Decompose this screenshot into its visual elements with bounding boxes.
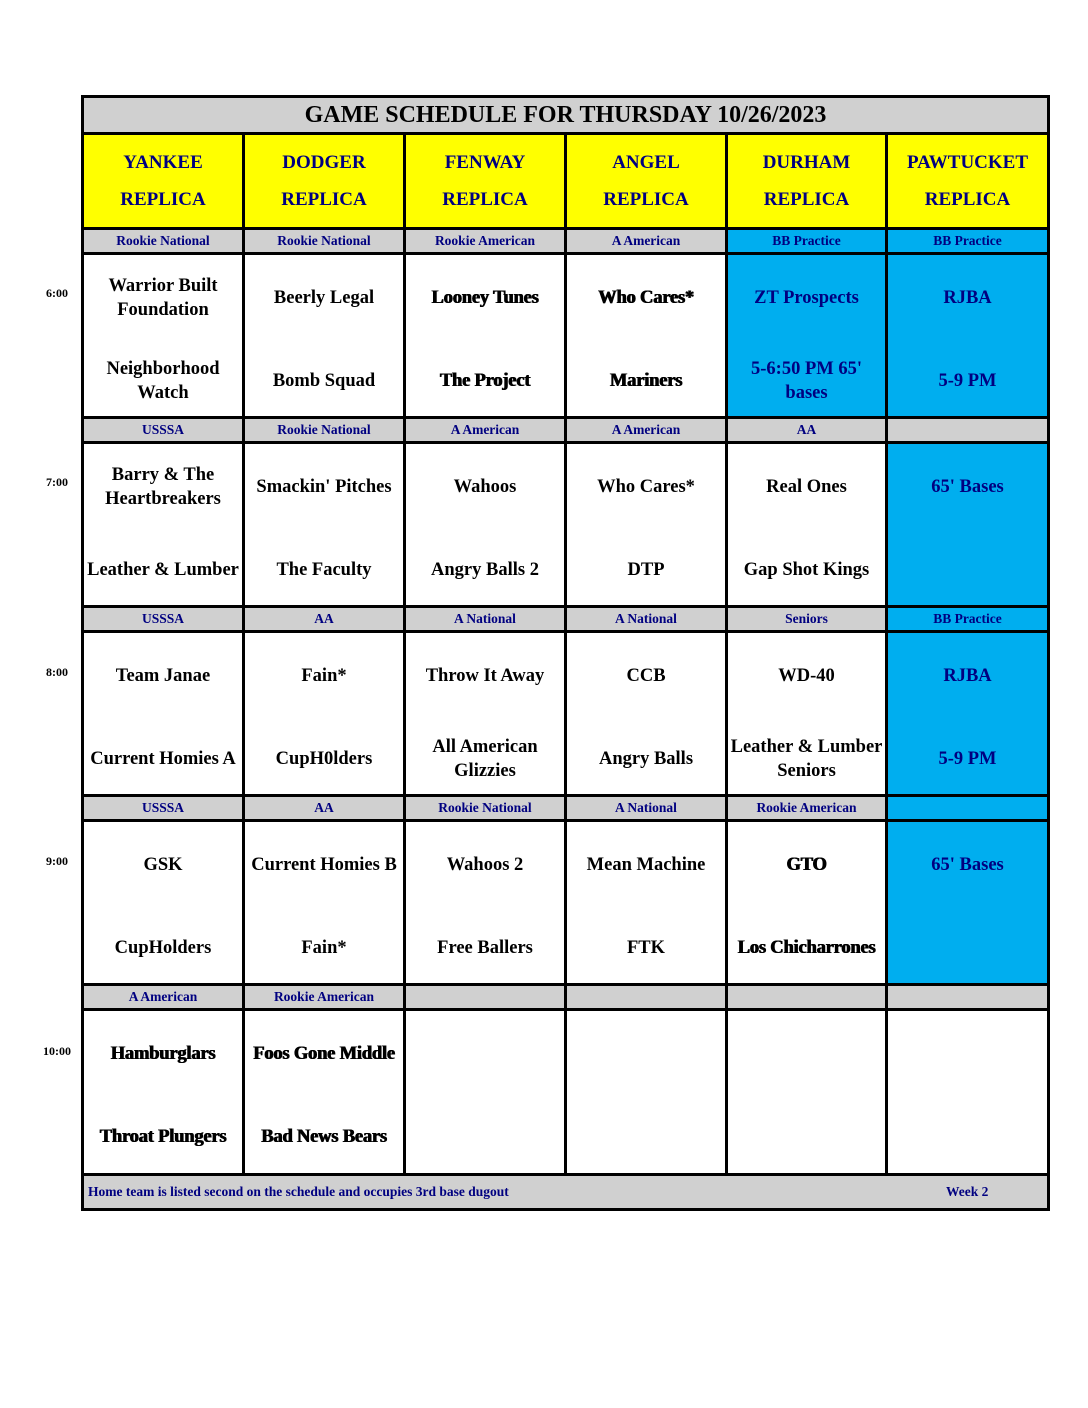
practice-time	[890, 921, 1045, 975]
practice-team: ZT Prospects	[754, 288, 859, 308]
game-cell	[728, 633, 888, 797]
home-team: Fain*	[301, 938, 347, 958]
home-team: DTP	[627, 560, 665, 580]
away-team: Foos Gone Middle	[253, 1044, 395, 1064]
away-team: Smackin' Pitches	[256, 477, 392, 497]
practice-cell	[888, 255, 1047, 419]
division-label: Rookie National	[245, 419, 406, 441]
schedule-table	[81, 95, 1050, 1211]
home-team: Gap Shot Kings	[743, 560, 870, 580]
home-team: Angry Balls 2	[431, 560, 539, 580]
field-name: DURHAM	[762, 152, 851, 173]
game-cell	[406, 255, 567, 419]
home-team	[408, 1110, 562, 1164]
division-label: Rookie National	[84, 230, 245, 252]
away-team: Team Janae	[115, 666, 211, 686]
division-label	[406, 986, 567, 1008]
away-team: Fain*	[301, 666, 347, 686]
game-cell	[567, 255, 728, 419]
division-row	[84, 605, 1047, 633]
away-team: Real Ones	[766, 477, 847, 497]
practice-cell	[888, 633, 1047, 797]
field-header-row	[84, 135, 1047, 227]
home-team	[890, 1110, 1045, 1164]
division-label: A American	[567, 230, 728, 252]
division-label	[888, 419, 1047, 441]
schedule-footer	[84, 1173, 1047, 1208]
practice-team: 65' Bases	[931, 477, 1004, 497]
division-label: BB Practice	[888, 608, 1047, 630]
away-team: GSK	[143, 855, 183, 875]
division-label: AA	[728, 419, 888, 441]
division-label: Rookie American	[406, 230, 567, 252]
time-label: 10:00	[43, 1044, 71, 1058]
division-label: Rookie American	[245, 986, 406, 1008]
division-label: A American	[567, 419, 728, 441]
home-team: CupH0lders	[275, 749, 373, 769]
division-label: BB Practice	[728, 230, 888, 252]
game-row	[84, 633, 1047, 797]
field-subname: REPLICA	[763, 189, 850, 210]
game-row	[84, 1011, 1047, 1175]
away-team: Mean Machine	[586, 855, 706, 875]
field-subname: REPLICA	[120, 189, 206, 210]
home-team: Angry Balls	[598, 749, 694, 769]
division-label: Rookie National	[406, 797, 567, 819]
practice-cell	[888, 822, 1047, 986]
home-team: Bomb Squad	[272, 371, 376, 391]
field-subname: REPLICA	[603, 189, 689, 210]
away-team: GTO	[786, 855, 827, 875]
practice-time	[890, 543, 1045, 597]
away-team	[569, 1027, 723, 1081]
week-label: Week 2	[946, 1184, 989, 1199]
field-name: DODGER	[282, 152, 366, 173]
game-cell	[567, 633, 728, 797]
away-team: Wahoos	[453, 477, 517, 497]
home-team: The Faculty	[276, 560, 372, 580]
field-name: ANGEL	[612, 152, 680, 173]
game-cell	[84, 1011, 245, 1175]
field-name: FENWAY	[444, 152, 526, 173]
away-team: Throw It Away	[425, 666, 545, 686]
division-label: A American	[84, 986, 245, 1008]
division-label: Rookie American	[728, 797, 888, 819]
home-team: Throat Plungers	[99, 1127, 227, 1147]
practice-time: 5-9 PM	[938, 749, 997, 769]
division-row	[84, 983, 1047, 1011]
division-label: Rookie National	[245, 230, 406, 252]
home-team: Free Ballers	[437, 938, 533, 958]
division-label	[567, 986, 728, 1008]
practice-cell	[728, 255, 888, 419]
division-label: AA	[245, 608, 406, 630]
game-cell	[406, 444, 567, 608]
home-team: Current Homies A	[90, 749, 236, 769]
home-team-note: Home team is listed second on the schedule and occupies 3rd base dugout	[88, 1184, 509, 1199]
game-cell	[728, 822, 888, 986]
field-subname: REPLICA	[281, 189, 367, 210]
division-label: A National	[406, 608, 567, 630]
time-label: 8:00	[46, 665, 68, 679]
game-cell	[84, 255, 245, 419]
practice-time: 5-9 PM	[938, 371, 997, 391]
game-cell	[245, 1011, 406, 1175]
division-label: A American	[406, 419, 567, 441]
away-team: WD-40	[778, 666, 835, 686]
division-label: USSSA	[84, 797, 245, 819]
field-name: YANKEE	[123, 152, 203, 173]
game-cell	[728, 1011, 888, 1175]
away-team: CCB	[626, 666, 666, 686]
field-header-fenway	[406, 135, 567, 227]
division-row	[84, 227, 1047, 255]
away-team	[730, 1027, 883, 1081]
away-team: Hamburglars	[110, 1044, 216, 1064]
home-team	[730, 1110, 883, 1164]
home-team: Leather & Lumber	[87, 560, 239, 580]
away-team: Barry & The Heartbreakers	[105, 465, 221, 509]
home-team: Los Chicharrones	[737, 938, 876, 958]
away-team: Who Cares*	[598, 288, 694, 308]
field-header-dodger	[245, 135, 406, 227]
field-name: PAWTUCKET	[906, 152, 1029, 173]
away-team: Who Cares*	[597, 477, 695, 497]
division-label: BB Practice	[888, 230, 1047, 252]
practice-team: 65' Bases	[931, 855, 1004, 875]
away-team: Looney Tunes	[431, 288, 539, 308]
home-team: Leather & Lumber Seniors	[730, 737, 883, 781]
away-team: Beerly Legal	[273, 288, 375, 308]
away-team: Warrior Built Foundation	[108, 276, 218, 320]
game-cell	[406, 822, 567, 986]
division-row	[84, 794, 1047, 822]
time-label: 9:00	[46, 854, 68, 868]
division-label: Seniors	[728, 608, 888, 630]
practice-cell	[888, 444, 1047, 608]
game-cell	[245, 633, 406, 797]
home-team	[569, 1110, 723, 1164]
practice-team: RJBA	[943, 666, 992, 686]
game-cell	[406, 633, 567, 797]
game-row	[84, 822, 1047, 986]
home-team: CupHolders	[114, 938, 212, 958]
division-row	[84, 416, 1047, 444]
game-cell	[406, 1011, 567, 1175]
game-row	[84, 255, 1047, 419]
division-label: A National	[567, 797, 728, 819]
game-cell	[84, 444, 245, 608]
game-cell	[245, 255, 406, 419]
time-label: 7:00	[46, 475, 68, 489]
practice-team: RJBA	[943, 288, 992, 308]
division-label: USSSA	[84, 419, 245, 441]
game-cell	[245, 444, 406, 608]
field-header-angel	[567, 135, 728, 227]
home-team: FTK	[626, 938, 666, 958]
division-label: USSSA	[84, 608, 245, 630]
game-cell	[84, 633, 245, 797]
away-team	[408, 1027, 562, 1081]
time-label: 6:00	[46, 286, 68, 300]
division-label: A National	[567, 608, 728, 630]
field-header-pawtucket	[888, 135, 1047, 227]
game-cell	[888, 1011, 1047, 1175]
game-cell	[567, 822, 728, 986]
away-team	[890, 1027, 1045, 1081]
field-header-yankee	[84, 135, 245, 227]
away-team: Current Homies B	[251, 855, 397, 875]
division-label	[728, 986, 888, 1008]
field-header-durham	[728, 135, 888, 227]
field-subname: REPLICA	[924, 189, 1011, 210]
practice-time: 5-6:50 PM 65' bases	[751, 359, 862, 403]
division-label: AA	[245, 797, 406, 819]
division-label	[888, 986, 1047, 1008]
schedule-title: GAME SCHEDULE FOR THURSDAY 10/26/2023	[84, 98, 1047, 135]
home-team: The Project	[439, 371, 531, 391]
field-subname: REPLICA	[442, 189, 528, 210]
game-cell	[567, 1011, 728, 1175]
home-team: All American Glizzies	[432, 737, 538, 781]
game-cell	[84, 822, 245, 986]
home-team: Neighborhood Watch	[106, 359, 220, 403]
home-team: Bad News Bears	[261, 1127, 387, 1147]
game-row	[84, 444, 1047, 608]
away-team: Wahoos 2	[446, 855, 524, 875]
home-team: Mariners	[609, 371, 683, 391]
game-cell	[728, 444, 888, 608]
game-cell	[245, 822, 406, 986]
game-cell	[567, 444, 728, 608]
division-label	[888, 797, 1047, 819]
